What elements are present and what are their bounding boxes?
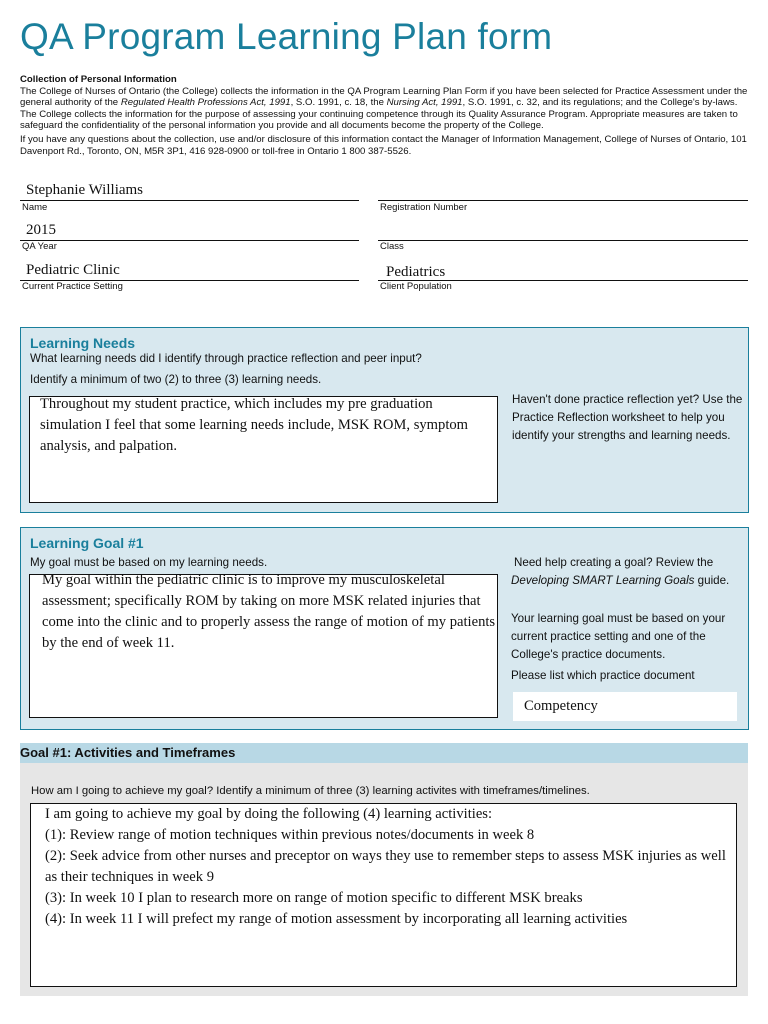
learning-goal-1-tip: Need help creating a goal? Review the Developing SMART Learning Goals guide.	[511, 556, 730, 588]
name-value[interactable]: Stephanie Williams	[26, 182, 144, 198]
learning-needs-heading: Learning Needs	[30, 335, 136, 351]
learning-goal-1-instruction: My goal must be based on my learning needs.	[30, 556, 268, 569]
activity-line: (2): Seek advice from other nurses and preceptor on ways they use to remember steps to assess MSK injuries as well as their techniques in week 9	[45, 848, 726, 885]
client-population-field[interactable]	[378, 260, 748, 296]
activities-section-bar	[20, 743, 748, 763]
qa-year-label: QA Year	[22, 241, 57, 252]
learning-needs-question: What learning needs did I identify through practice reflection and peer input?	[30, 352, 422, 365]
learning-needs-answer-box[interactable]	[29, 396, 498, 503]
privacy-notice	[20, 74, 750, 157]
learning-goal-1-answer-box[interactable]	[29, 574, 498, 718]
page-title: QA Program Learning Plan form	[20, 16, 553, 57]
learning-goal-1-heading: Learning Goal #1	[30, 535, 144, 551]
learning-needs-tip: Haven't done practice reflection yet? Use the Practice Reflection worksheet to help you identify your strengths and learning needs.	[512, 393, 743, 443]
learning-needs-answer: Throughout my student practice, which includes my pre graduation simulation I feel that some learning needs include, MSK ROM, symptom analysis, and palpation.	[40, 396, 472, 454]
client-population-label: Client Population	[380, 281, 452, 292]
practice-setting-field[interactable]	[20, 260, 359, 296]
activities-answer-box[interactable]	[30, 803, 737, 987]
registration-number-underline	[378, 200, 748, 201]
activity-line: (4): In week 11 I will prefect my range of motion assessment by incorporating all learning activities	[45, 911, 628, 927]
qa-year-field[interactable]	[20, 220, 359, 256]
learning-goal-1-panel	[20, 527, 749, 730]
name-field[interactable]	[20, 180, 359, 216]
privacy-heading: Collection of Personal Information	[20, 74, 177, 85]
privacy-paragraph-1: The College of Nurses of Ontario (the College) collects the information in the QA Program Learning Plan Form if you have been selected for Practice Assessment under the general authority of the Regulated Health Professions Act, 1991, S.O. 1991, c. 18, the Nursing Act, 1991, S.O. 1991, c. 32, and its regulations; and the College's by-laws. The College collects the information for the purpose of assessing your continuing competence through its Quality Assurance Program. Appropriate measures are taken to safeguard the confidentiality of the personal information you provide and all documents become the property of the College.	[20, 85, 748, 132]
registration-number-field[interactable]	[378, 180, 748, 216]
activities-answer	[45, 804, 730, 930]
privacy-paragraph-2: If you have any questions about the collection, use and/or disclosure of this information contact the Manager of Information Management, College of Nurses of Ontario, 101 Davenport Rd., Toronto, ON, M5R 3P1, 416 928-0900 or toll-free in Ontario 1 800 387-5526.	[20, 133, 747, 157]
learning-goal-1-tip-3: Please list which practice document	[511, 669, 695, 682]
registration-number-label: Registration Number	[380, 202, 468, 213]
activities-heading: Goal #1: Activities and Timeframes	[20, 745, 236, 760]
activity-line: (3): In week 10 I plan to research more on range of motion specific to different MSK breaks	[45, 890, 583, 906]
activities-prompt: How am I going to achieve my goal? Identify a minimum of three (3) learning activites with timeframes/timelines.	[31, 785, 590, 797]
practice-setting-label: Current Practice Setting	[22, 281, 123, 292]
activity-line: I am going to achieve my goal by doing the following (4) learning activities:	[45, 806, 493, 822]
learning-needs-panel	[20, 327, 749, 513]
client-population-value[interactable]: Pediatrics	[386, 264, 446, 280]
class-field[interactable]	[378, 220, 748, 256]
practice-setting-value[interactable]: Pediatric Clinic	[26, 262, 120, 278]
class-label: Class	[380, 241, 404, 252]
learning-goal-1-tip-2: Your learning goal must be based on your current practice setting and one of the College's practice documents.	[511, 612, 726, 662]
name-label: Name	[22, 202, 48, 213]
qa-year-value[interactable]: 2015	[26, 222, 56, 238]
activities-panel	[20, 763, 748, 996]
practice-document-field[interactable]: Competency	[513, 692, 737, 721]
activity-line: (1): Review range of motion techniques within previous notes/documents in week 8	[45, 827, 535, 843]
learning-goal-1-answer: My goal within the pediatric clinic is to improve my musculoskeletal assessment; specifically ROM by taking on more MSK related injuries that come into the clinic and to properly assess the range of motion of my patients by the end of week 11.	[42, 572, 499, 651]
learning-needs-instruction: Identify a minimum of two (2) to three (3) learning needs.	[30, 373, 322, 386]
class-underline	[378, 240, 748, 241]
name-underline	[20, 200, 359, 201]
qa-year-underline	[20, 240, 359, 241]
